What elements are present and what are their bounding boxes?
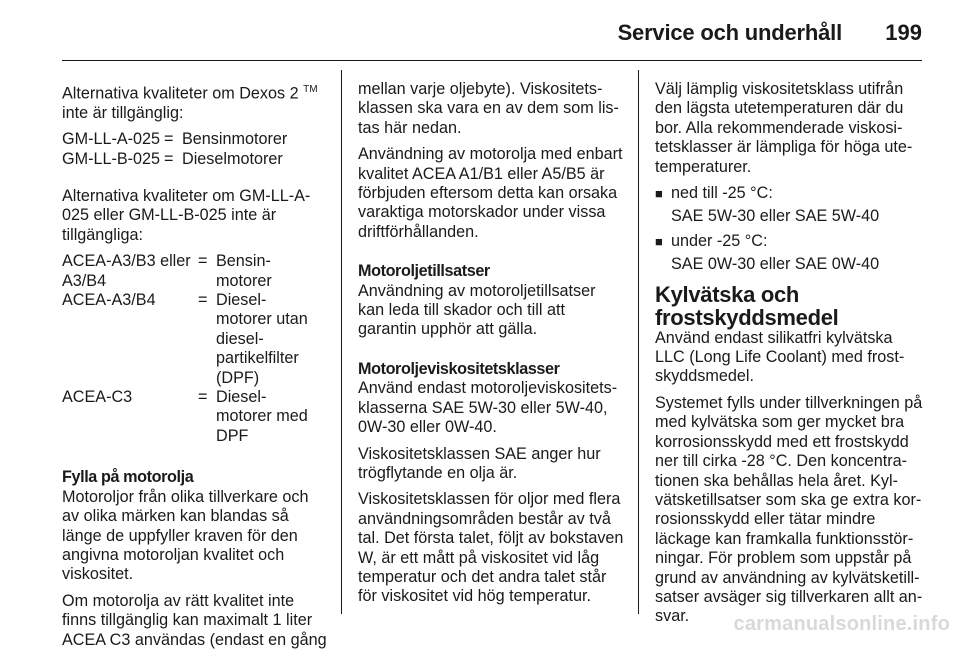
- spec-code: ACEA-A3/B4: [62, 291, 156, 310]
- equals-sign: =: [164, 149, 174, 168]
- spec-code: GM-LL-B-025: [62, 149, 161, 168]
- column-3: [655, 80, 923, 634]
- header-divider: [62, 60, 922, 61]
- dexos-intro-text: Alternativa kvaliteter om Dexos 2: [62, 84, 299, 103]
- section-title-additives: Motoroljetillsatser: [358, 262, 490, 281]
- spec-value: Diesel-motorer utan diesel-partikelfilter (DPF): [216, 291, 308, 387]
- list-item-label: ned till -25 °C:: [671, 184, 773, 203]
- equals-sign: =: [198, 388, 208, 407]
- spec-value: Diesel-motorer med DPF: [216, 388, 308, 445]
- viscosity-selection-paragraph: Välj lämplig viskositetsklass utifrån den lägsta utetemperaturen där du bor. Alla rekommenderade viskosi-tetsklasser är lämpliga för höga ute-temperaturer.: [655, 80, 913, 176]
- acea-spec-row: [62, 252, 330, 291]
- dexos-intro-text-2: inte är tillgänglig:: [62, 103, 184, 122]
- coolant-paragraph-1: Använd endast silikatfri kylvätska LLC (Long Life Coolant) med frost-skyddsmedel.: [655, 328, 905, 386]
- section-title-viscosity-grades: Motoroljeviskositetsklasser: [358, 359, 560, 378]
- bullet-square-icon: ■: [655, 186, 663, 202]
- column-divider-1: [341, 70, 342, 614]
- list-item-label: under -25 °C:: [671, 231, 768, 250]
- viscosity-paragraph-2: Viskositetsklassen SAE anger hur trögflytande en olja är.: [358, 444, 601, 482]
- list-item: [655, 184, 923, 203]
- equals-sign: =: [198, 291, 208, 310]
- viscosity-paragraph-3: Viskositetsklassen för oljor med flera användningsområden består av två tal. Det första talet, följt av bokstaven W, är ett mått på viskositet vid låg temperatur och det andra talet står för viskositet vid hög temperatur.: [358, 490, 624, 606]
- page-number: 199: [885, 20, 922, 45]
- coolant-paragraph-2: Systemet fylls under tillverkningen på med kylvätska som ger mycket bra korrosionsskydd med ett frostskydd ner till cirka -28 °C. Den koncentra-tionen ska behållas hela året. Kyl-vätsketillsatser som ska ge extra kor-rosionsskydd eller tätar mindre läckage kan framkalla funktionsstör-ningar. För problem som uppstår på grund av användning av kylvätsketill-satser avsäger sig tillverkaren allt an-svar.: [655, 393, 923, 626]
- column-2: [358, 80, 626, 614]
- acea-intro: Alternativa kvaliteter om GM-LL-A-025 eller GM-LL-B-025 inte är tillgängliga:: [62, 187, 311, 244]
- acea-restriction-paragraph: Användning av motorolja med enbart kvalitet ACEA A1/B1 eller A5/B5 är förbjuden eftersom detta kan orsaka varaktiga motorskador under vissa driftförhållanden.: [358, 145, 623, 241]
- acea-spec-row: [62, 291, 330, 388]
- spec-value: Bensinmotorer: [182, 130, 288, 149]
- list-item-value: SAE 0W-30 eller SAE 0W-40: [671, 255, 880, 274]
- trademark-mark: TM: [303, 84, 318, 95]
- watermark: carmanualsonline.info: [733, 613, 950, 635]
- equals-sign: =: [198, 252, 208, 271]
- list-item-value: SAE 5W-30 eller SAE 5W-40: [671, 207, 880, 226]
- gm-spec-table: [62, 130, 330, 169]
- acea-spec-table: [62, 252, 330, 446]
- bullet-square-icon: ■: [655, 233, 663, 249]
- dexos-intro: [62, 80, 330, 123]
- spec-value: Dieselmotorer: [182, 149, 283, 168]
- topping-up-paragraph-1: Motoroljor från olika tillverkare och av olika märken kan blandas så länge de uppfyller kraven för den angivna motoroljan kvalitet och viskositet.: [62, 487, 309, 584]
- viscosity-continued: mellan varje oljebyte). Viskositets-klassen ska vara en av dem som lis-tas här nedan.: [358, 80, 619, 137]
- column-divider-2: [638, 70, 639, 614]
- spec-code: ACEA-A3/B3 eller A3/B4: [62, 252, 191, 290]
- column-1: [62, 80, 330, 657]
- page-title: Service och underhåll: [617, 20, 842, 45]
- topping-up-paragraph-2: Om motorolja av rätt kvalitet inte finns tillgänglig kan maximalt 1 liter ACEA C3 användas (endast en gång: [62, 591, 327, 649]
- additives-paragraph: Användning av motoroljetillsatser kan leda till skador och till att garantin upphör att gälla.: [358, 281, 596, 339]
- spec-code: ACEA-C3: [62, 388, 133, 407]
- list-item: [655, 232, 923, 251]
- viscosity-paragraph-1: Använd endast motoroljeviskositets-klasserna SAE 5W-30 eller 5W-40, 0W-30 eller 0W-40.: [358, 379, 618, 437]
- coolant-heading: Kylvätska och frostskyddsmedel: [655, 281, 839, 330]
- gm-spec-row: [62, 150, 330, 169]
- spec-code: GM-LL-A-025: [62, 130, 161, 149]
- spec-value: Bensin-motorer: [216, 252, 272, 290]
- temperature-list: [655, 184, 923, 275]
- section-title-topping-up: Fylla på motorolja: [62, 468, 194, 487]
- equals-sign: =: [164, 130, 174, 149]
- acea-spec-row: [62, 388, 330, 446]
- gm-spec-row: [62, 130, 330, 149]
